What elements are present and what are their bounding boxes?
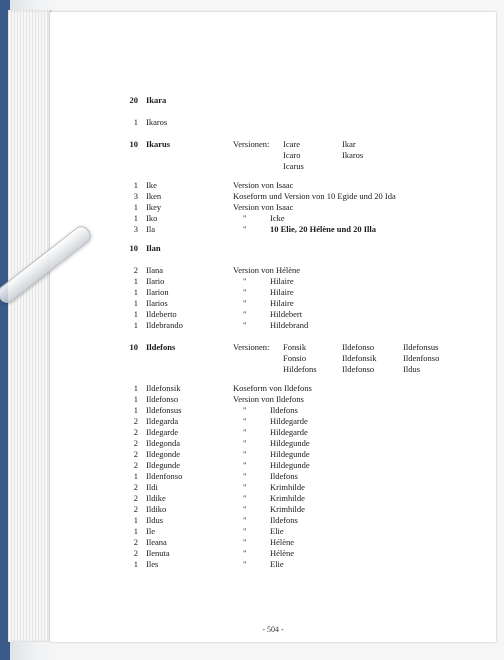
entry-count: 2 (133, 482, 138, 492)
ditto-mark: " (243, 537, 247, 547)
entry-count: 1 (133, 515, 138, 525)
entry-reference: Ildefons (270, 515, 298, 525)
entry-reference: Hildegarde (270, 427, 308, 437)
entry-name: Iken (146, 191, 162, 201)
entry-reference: Hildegunde (270, 460, 310, 470)
entry-count: 1 (133, 287, 138, 297)
entry-name: Ikara (146, 95, 167, 105)
ditto-mark: " (243, 320, 247, 330)
entry-count: 1 (133, 394, 138, 404)
entry-name: Ildegarde (146, 427, 179, 437)
ditto-mark: " (243, 460, 247, 470)
ditto-mark: " (243, 504, 247, 514)
entry-name: Ildus (146, 515, 163, 525)
entry-name: Ildi (146, 482, 158, 492)
entry-reference: Krimhilde (270, 504, 305, 514)
version-name: Ildefonsik (342, 353, 377, 363)
entry-reference: Hildebert (270, 309, 303, 319)
entry-name: Iko (146, 213, 158, 223)
entry-reference: Elie (270, 526, 284, 536)
version-name: Ildefonso (342, 364, 375, 374)
ditto-mark: " (243, 287, 247, 297)
ditto-mark: " (243, 559, 247, 569)
entry-count: 2 (133, 265, 138, 275)
entry-count: 1 (133, 383, 138, 393)
ditto-mark: " (243, 471, 247, 481)
entry-name: Ilario (146, 276, 165, 286)
page-number: - 504 - (262, 625, 284, 634)
entry-name: Ilana (146, 265, 163, 275)
entry-count: 1 (133, 405, 138, 415)
entry-name: Ildiko (146, 504, 167, 514)
entry-count: 2 (133, 504, 138, 514)
entry-count: 1 (133, 559, 138, 569)
entry-reference: Hildegunde (270, 438, 310, 448)
page-stack-edge (8, 10, 52, 642)
entry-reference: Krimhilde (270, 482, 305, 492)
entry-count: 2 (133, 427, 138, 437)
entry-count: 1 (133, 309, 138, 319)
entry-count: 1 (133, 320, 138, 330)
entry-description: Version von Isaac (233, 180, 294, 190)
version-name: Ildefonsus (403, 342, 439, 352)
entry-count: 2 (133, 460, 138, 470)
entry-name: Ile (146, 526, 155, 536)
entry-name: Ildenfonso (146, 471, 183, 481)
ditto-mark: " (243, 298, 247, 308)
entry-name: Ildebrando (146, 320, 183, 330)
entry-description: Versionen: (233, 139, 270, 149)
ditto-mark: " (243, 416, 247, 426)
entry-count: 2 (133, 416, 138, 426)
entry-reference: Hildebrand (270, 320, 309, 330)
entry-description: Koseform und Version von 10 Egide und 20 Ida (233, 191, 396, 201)
entry-reference: Hildegarde (270, 416, 308, 426)
entry-count: 1 (133, 471, 138, 481)
entry-count: 10 (129, 342, 138, 352)
entry-count: 3 (133, 191, 138, 201)
entry-description: Version von Hélène (233, 265, 301, 275)
ditto-mark: " (243, 224, 247, 234)
entry-count: 2 (133, 548, 138, 558)
entry-name: Ikarus (146, 139, 171, 149)
ditto-mark: " (243, 427, 247, 437)
entry-count: 1 (133, 298, 138, 308)
entry-reference: Hilaire (270, 287, 294, 297)
ditto-mark: " (243, 482, 247, 492)
ditto-mark: " (243, 213, 247, 223)
ditto-mark: " (243, 449, 247, 459)
version-name: Ildefonso (342, 342, 375, 352)
entry-count: 3 (133, 224, 138, 234)
ditto-mark: " (243, 405, 247, 415)
entry-count: 1 (133, 526, 138, 536)
entry-reference: Krimhilde (270, 493, 305, 503)
entry-reference: Hilaire (270, 298, 294, 308)
entry-name: Ildegonda (146, 438, 180, 448)
entry-reference: 10 Elie, 20 Hélène und 20 Illa (270, 224, 377, 234)
entry-name: Ildike (146, 493, 166, 503)
version-name: Ildus (403, 364, 420, 374)
entry-reference: Elie (270, 559, 284, 569)
entry-count: 10 (129, 243, 138, 253)
entry-name: Ildegarda (146, 416, 179, 426)
ditto-mark: " (243, 548, 247, 558)
entry-count: 2 (133, 493, 138, 503)
entry-name: Ildefons (146, 342, 176, 352)
entry-name: Ileana (146, 537, 167, 547)
entry-name: Ilarios (146, 298, 168, 308)
entry-count: 1 (133, 117, 138, 127)
ditto-mark: " (243, 493, 247, 503)
entry-reference: Hélène (270, 548, 295, 558)
entry-reference: Ildefons (270, 405, 298, 415)
version-name: Ikar (342, 139, 356, 149)
version-name: Fonsio (283, 353, 307, 363)
book-page (50, 12, 496, 642)
entry-name: Ildefonsus (146, 405, 182, 415)
entry-description: Version von Ildefons (233, 394, 304, 404)
entry-reference: Ildefons (270, 471, 298, 481)
entry-name: Ilarion (146, 287, 169, 297)
entry-name: Ildefonso (146, 394, 179, 404)
entry-description: Versionen: (233, 342, 270, 352)
entry-name: Ildeberto (146, 309, 177, 319)
entry-reference: Hilaire (270, 276, 294, 286)
entry-name: Iles (146, 559, 159, 569)
entry-name: Ikaros (146, 117, 168, 127)
entry-name: Ilenuta (146, 548, 170, 558)
entry-count: 1 (133, 180, 138, 190)
ditto-mark: " (243, 515, 247, 525)
entry-count: 10 (129, 139, 138, 149)
entry-count: 2 (133, 449, 138, 459)
entry-count: 2 (133, 537, 138, 547)
entry-name: Ildegunde (146, 460, 180, 470)
version-name: Ikaros (342, 150, 364, 160)
entry-description: Version von Isaac (233, 202, 294, 212)
entry-name: Ike (146, 180, 157, 190)
entry-count: 2 (133, 438, 138, 448)
entry-count: 1 (133, 202, 138, 212)
version-name: Hildefons (283, 364, 317, 374)
version-name: Ildenfonso (403, 353, 440, 363)
entry-name: Ilan (146, 243, 161, 253)
entry-count: 1 (133, 276, 138, 286)
version-name: Icare (283, 139, 300, 149)
entry-count: 20 (129, 95, 138, 105)
entry-description: Koseform von Ildefons (233, 383, 312, 393)
version-name: Fonsik (283, 342, 307, 352)
entry-name: Ikey (146, 202, 162, 212)
entry-reference: Icke (270, 213, 285, 223)
entry-reference: Hélène (270, 537, 295, 547)
entry-name: Ila (146, 224, 155, 234)
ditto-mark: " (243, 438, 247, 448)
entry-name: Ildefonsik (146, 383, 181, 393)
entry-reference: Hildegunde (270, 449, 310, 459)
ditto-mark: " (243, 526, 247, 536)
version-name: Icaro (283, 150, 301, 160)
ditto-mark: " (243, 309, 247, 319)
ditto-mark: " (243, 276, 247, 286)
version-name: Icarus (283, 161, 304, 171)
entry-count: 1 (133, 213, 138, 223)
entry-name: Ildegonde (146, 449, 180, 459)
